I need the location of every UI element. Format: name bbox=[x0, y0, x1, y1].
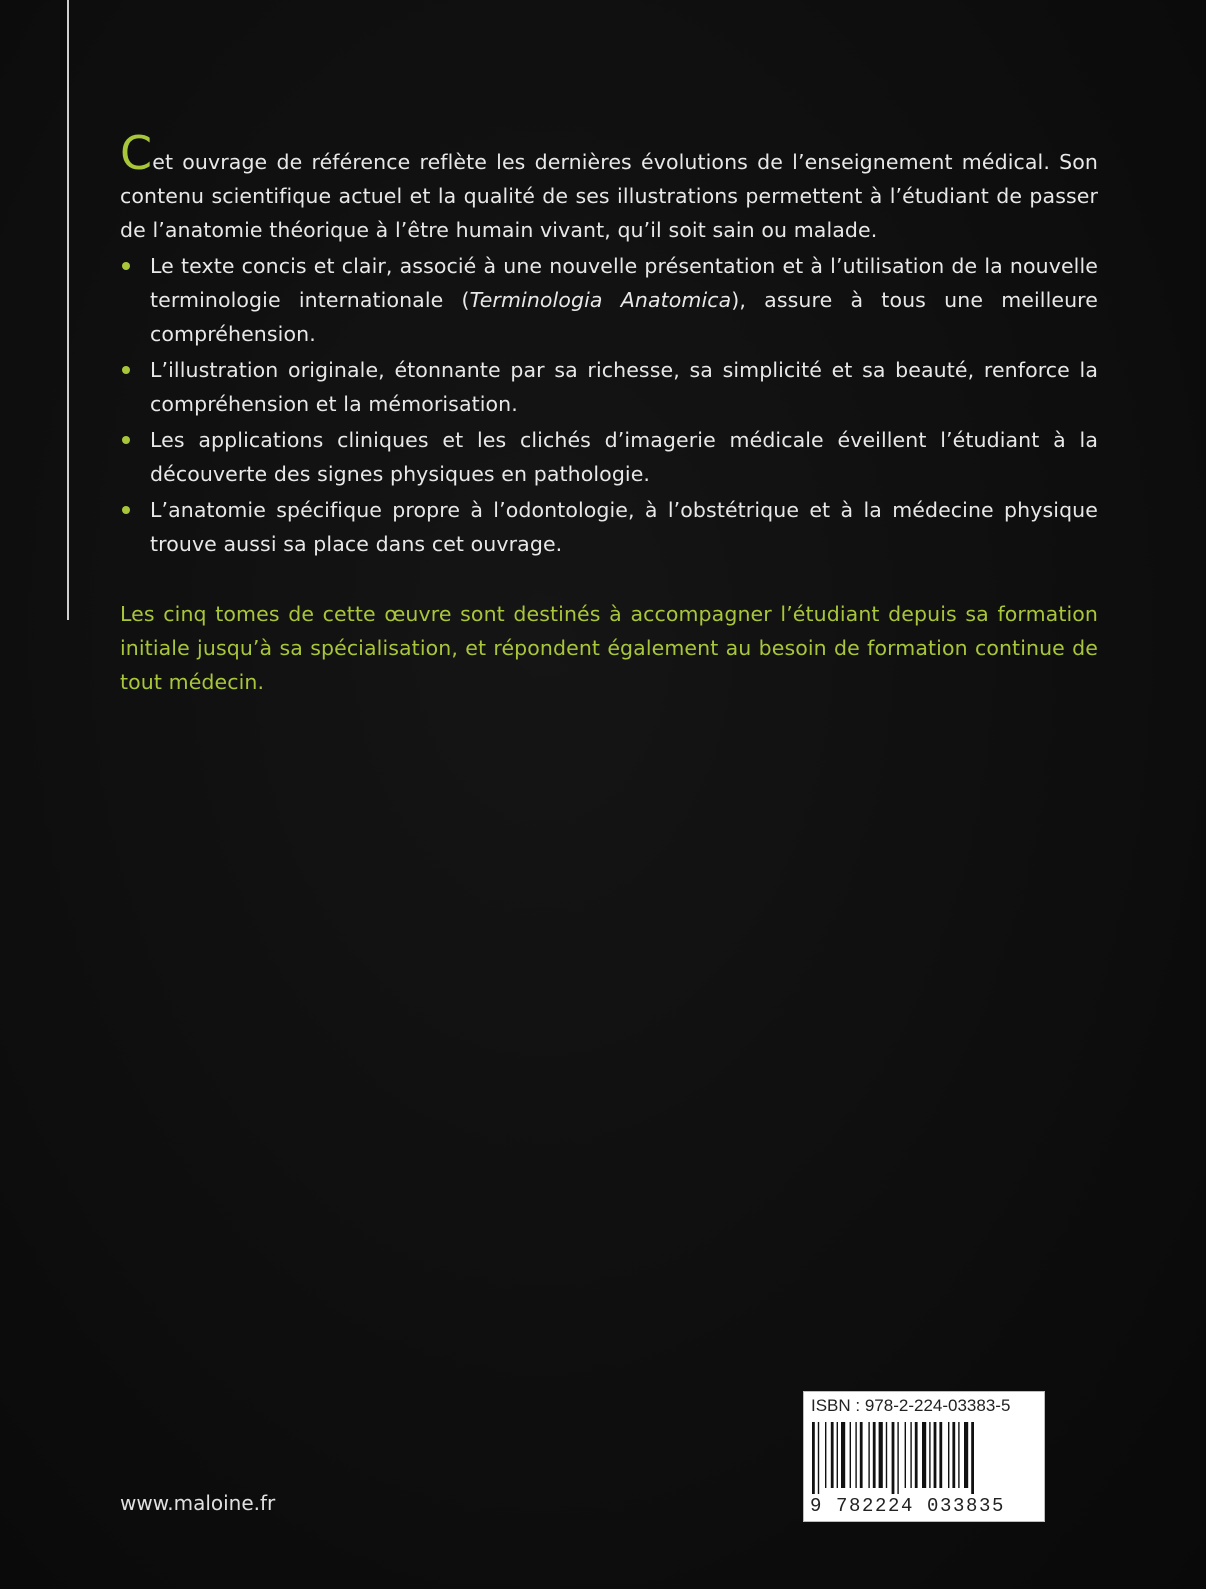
isbn-barcode bbox=[803, 1391, 1045, 1522]
bullet-dot-icon bbox=[122, 366, 130, 374]
bullet-text-before: Le texte concis et clair, associé à une nouvelle présentation et à l’utilisation de la nouvelle terminologie internationale ( bbox=[150, 254, 1098, 312]
bullet-text: L’illustration originale, étonnante par sa richesse, sa simplicité et sa beauté, renforce la compréhension et la mémorisation. bbox=[150, 358, 1098, 416]
list-item bbox=[120, 353, 1098, 421]
closing-paragraph: Les cinq tomes de cette œuvre sont destinés à accompagner l’étudiant depuis sa formation initiale jusqu’à sa spécialisation, et répondent également au besoin de formation continue de tout médecin. bbox=[120, 602, 1098, 694]
bullet-dot-icon bbox=[122, 506, 130, 514]
feature-list bbox=[120, 249, 1098, 561]
list-item bbox=[120, 493, 1098, 561]
bullet-text: L’anatomie spécifique propre à l’odontologie, à l’obstétrique et à la médecine physique trouve aussi sa place dans cet ouvrage. bbox=[150, 498, 1098, 556]
list-item bbox=[120, 249, 1098, 351]
bullet-dot-icon bbox=[122, 436, 130, 444]
intro-paragraph bbox=[120, 126, 1098, 247]
barcode-digits: 9 782224 033835 bbox=[810, 1495, 1006, 1517]
bullet-text-italic: Terminologia Anatomica bbox=[469, 288, 732, 312]
bullet-text-after: ), assure à tous une meilleure compréhension. bbox=[150, 288, 1098, 346]
barcode-bars-icon bbox=[810, 1422, 1038, 1494]
intro-text: et ouvrage de référence reflète les dernières évolutions de l’enseignement médical. Son contenu scientifique actuel et la qualité de ses illustrations permettent à l’étudiant de passer de l’anatomie théorique à l’être humain vivant, qu’il soit sain ou malade. bbox=[120, 150, 1098, 242]
bullet-text: Les applications cliniques et les clichés d’imagerie médicale éveillent l’étudiant à la découverte des signes physiques en pathologie. bbox=[150, 428, 1098, 486]
description-block bbox=[120, 126, 1098, 699]
list-item bbox=[120, 423, 1098, 491]
bullet-dot-icon bbox=[122, 262, 130, 270]
spine-divider-line bbox=[67, 0, 69, 620]
isbn-label: ISBN : 978-2-224-03383-5 bbox=[811, 1396, 1011, 1415]
dropcap-letter: C bbox=[120, 126, 153, 180]
publisher-website: www.maloine.fr bbox=[120, 1491, 276, 1515]
